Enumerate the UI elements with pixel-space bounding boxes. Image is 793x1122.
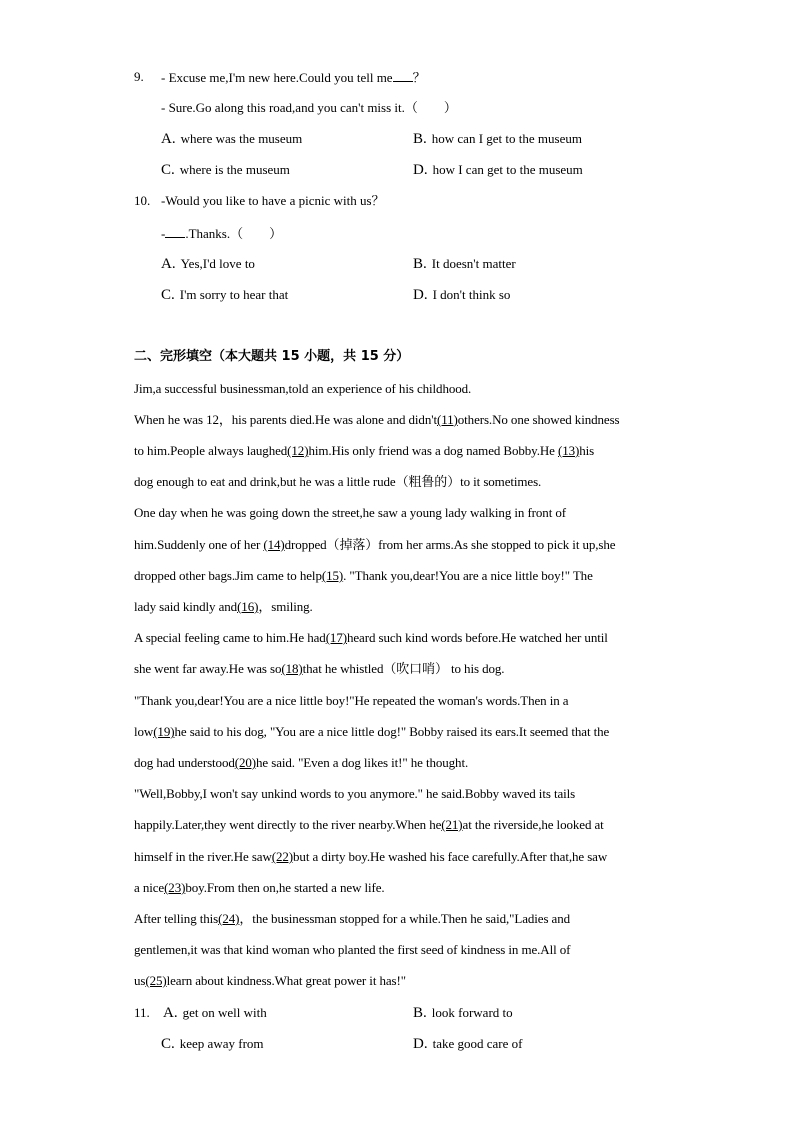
- section-prefix: 二、完形填空（本大题共: [134, 349, 282, 364]
- q9-option-a[interactable]: [161, 131, 302, 147]
- passage-line: [134, 755, 468, 771]
- blank-12: (12): [287, 443, 309, 458]
- q11-option-b[interactable]: [413, 1005, 513, 1021]
- blank-19: (19): [153, 724, 175, 739]
- passage-text: learn about kindness.What great power it has!": [166, 973, 406, 988]
- option-letter: A.: [161, 256, 176, 272]
- passage-line: "Thank you,dear!You are a nice little boy!"He repeated the woman's words.Then in a: [134, 693, 569, 708]
- option-text: It doesn't matter: [431, 256, 516, 271]
- q9-stem-line2: - Sure.Go along this road,and you can't miss it.（ ）: [161, 100, 457, 115]
- blank-24: (24): [218, 911, 240, 926]
- q10-option-b[interactable]: [413, 256, 516, 272]
- section-suffix: 分）: [378, 349, 410, 364]
- passage-text: When he was 12，his parents died.He was alone and didn't: [134, 412, 437, 427]
- blank-17: (17): [325, 630, 347, 645]
- option-text: get on well with: [182, 1005, 267, 1020]
- passage-text: boy.From then on,he started a new life.: [185, 880, 385, 895]
- option-letter: A.: [163, 1005, 178, 1021]
- passage-text: dropped other bags.Jim came to help: [134, 568, 322, 583]
- option-letter: D.: [413, 1036, 428, 1052]
- section-mid: 小题，共: [299, 349, 361, 364]
- blank-25: (25): [145, 973, 167, 988]
- passage-line: Jim,a successful businessman,told an experience of his childhood.: [134, 381, 472, 396]
- passage-line: [134, 630, 608, 646]
- q9-blank: [393, 69, 413, 82]
- passage-line: [134, 568, 593, 584]
- blank-20: (20): [234, 755, 257, 770]
- passage-text: a nice: [134, 880, 165, 895]
- q9-stem-end: ？: [412, 70, 426, 85]
- passage-text: that he whistled（吹口哨） to his dog.: [302, 661, 505, 676]
- option-letter: C.: [161, 1036, 175, 1052]
- option-letter: B.: [413, 256, 427, 272]
- option-letter: D.: [413, 162, 428, 178]
- q10-number: 10.: [134, 193, 151, 208]
- blank-18: (18): [281, 661, 303, 676]
- q10-blank: [165, 225, 185, 238]
- passage-line: gentlemen,it was that kind woman who planted the first seed of kindness in me.All of: [134, 942, 571, 957]
- passage-line: One day when he was going down the street,he saw a young lady walking in front of: [134, 505, 566, 520]
- q9-stem-text: - Excuse me,I'm new here.Could you tell me: [161, 70, 393, 85]
- option-text: take good care of: [432, 1036, 523, 1051]
- passage-text: happily.Later,they went directly to the river nearby.When he: [134, 817, 442, 832]
- section-count: 15: [281, 349, 300, 364]
- q10-stem-line1: -Would you like to have a picnic with us？: [161, 193, 385, 208]
- blank-11: (11): [436, 412, 458, 427]
- passage-text: him.His only friend was a dog named Bobby.He: [308, 443, 558, 458]
- option-text: where was the museum: [180, 131, 303, 146]
- passage-text: A special feeling came to him.He had: [134, 630, 326, 645]
- q9-option-c[interactable]: [161, 162, 290, 178]
- blank-16: (16): [237, 599, 259, 614]
- option-letter: C.: [161, 162, 175, 178]
- q11-number: 11.: [134, 1005, 150, 1020]
- option-text: Yes,I'd love to: [180, 256, 255, 271]
- section-score: 15: [360, 349, 379, 364]
- q10-option-a[interactable]: [161, 256, 255, 272]
- blank-22: (22): [271, 849, 294, 864]
- passage-line: [134, 724, 609, 740]
- q10-option-d[interactable]: [413, 287, 510, 303]
- passage-line: [134, 599, 313, 615]
- passage-line: [134, 661, 504, 677]
- passage-text: but a dirty boy.He washed his face carefully.After that,he saw: [293, 849, 608, 864]
- passage-text: at the riverside,he looked at: [462, 817, 604, 832]
- q9-number: 9.: [134, 69, 144, 84]
- option-text: how can I get to the museum: [431, 131, 582, 146]
- passage-text: she went far away.He was so: [134, 661, 282, 676]
- option-letter: B.: [413, 131, 427, 147]
- q11-option-d[interactable]: [413, 1036, 522, 1052]
- q11-option-a[interactable]: [163, 1005, 267, 1021]
- q9-option-d[interactable]: [413, 162, 583, 178]
- passage-text: After telling this: [134, 911, 219, 926]
- option-text: keep away from: [179, 1036, 264, 1051]
- passage-line: [134, 973, 406, 989]
- passage-text: dog had understood: [134, 755, 235, 770]
- passage-text: heard such kind words before.He watched her until: [346, 630, 608, 645]
- option-letter: C.: [161, 287, 175, 303]
- passage-text: to him.People always laughed: [134, 443, 288, 458]
- option-text: where is the museum: [179, 162, 290, 177]
- passage-line: [134, 817, 604, 833]
- passage-text: us: [134, 973, 146, 988]
- passage-text: he said. "Even a dog likes it!" he thought.: [256, 755, 469, 770]
- passage-line: [134, 911, 570, 927]
- option-text: I don't think so: [432, 287, 511, 302]
- q10-stem-end: .Thanks.（ ）: [185, 226, 283, 241]
- passage-text: others.No one showed kindness: [457, 412, 620, 427]
- blank-21: (21): [441, 817, 463, 832]
- q9-option-b[interactable]: [413, 131, 582, 147]
- option-letter: D.: [413, 287, 428, 303]
- q10-stem-start: -: [161, 226, 166, 241]
- option-text: how I can get to the museum: [432, 162, 583, 177]
- passage-line: [134, 537, 615, 553]
- blank-15: (15): [321, 568, 344, 583]
- passage-text: he said to his dog, "You are a nice little dog!" Bobby raised its ears.It seemed that the: [174, 724, 610, 739]
- passage-text: him.Suddenly one of her: [134, 537, 264, 552]
- passage-line: [134, 443, 594, 459]
- passage-text: . "Thank you,dear!You are a nice little boy!" The: [343, 568, 593, 583]
- passage-line: "Well,Bobby,I won't say unkind words to you anymore." he said.Bobby waved its tails: [134, 786, 576, 801]
- passage-text: ，smiling.: [258, 599, 313, 614]
- option-letter: A.: [161, 131, 176, 147]
- q10-stem-line2: [161, 225, 282, 242]
- passage-text: himself in the river.He saw: [134, 849, 272, 864]
- option-text: look forward to: [431, 1005, 513, 1020]
- blank-14: (14): [263, 537, 285, 552]
- passage-text: ，the businessman stopped for a while.Then he said,"Ladies and: [239, 911, 571, 926]
- passage-text: dropped（掉落）from her arms.As she stopped to pick it up,she: [284, 537, 616, 552]
- option-letter: B.: [413, 1005, 427, 1021]
- option-text: I'm sorry to hear that: [179, 287, 289, 302]
- passage-line: [134, 880, 385, 896]
- q10-option-c[interactable]: [161, 287, 288, 303]
- blank-23: (23): [164, 880, 186, 895]
- passage-text: his: [579, 443, 595, 458]
- passage-text: lady said kindly and: [134, 599, 238, 614]
- blank-13: (13): [558, 443, 580, 458]
- q9-stem-line1: [161, 69, 426, 86]
- passage-line: [134, 849, 607, 865]
- passage-line: dog enough to eat and drink,but he was a little rude（粗鲁的）to it sometimes.: [134, 474, 542, 489]
- q11-option-c[interactable]: [161, 1036, 264, 1052]
- passage-line: [134, 412, 620, 428]
- passage-text: low: [134, 724, 154, 739]
- section-heading: [134, 349, 409, 365]
